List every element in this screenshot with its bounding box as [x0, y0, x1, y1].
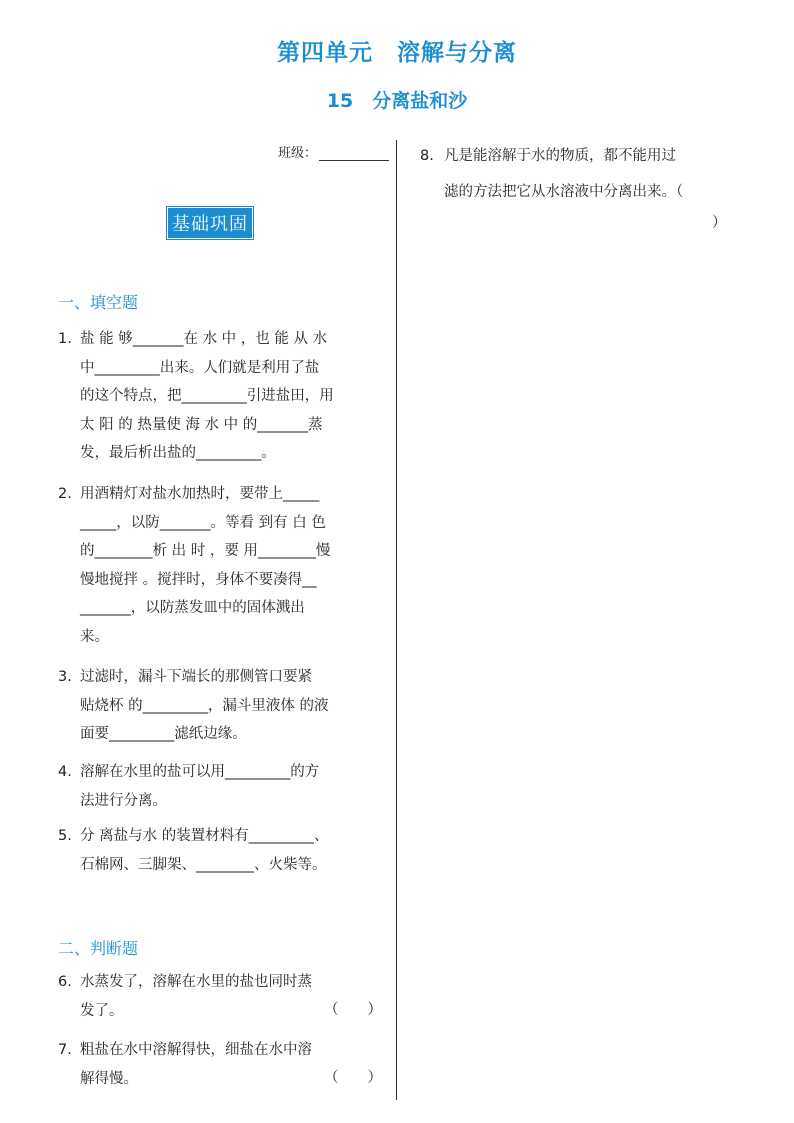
question-2 [58, 480, 382, 651]
question-3 [58, 663, 382, 749]
question-1 [58, 325, 382, 468]
question-number: 1. [58, 331, 72, 347]
question-number: 6. [58, 974, 72, 990]
class-label: 班级： [278, 146, 318, 161]
question-number: 4. [58, 764, 72, 780]
question-line: 用酒精灯对盐水加热时，要带上_____ [80, 486, 320, 502]
question-line: 的________析 出 时 ，要 用________慢 [80, 543, 331, 559]
section-badge: 基础巩固 [167, 207, 253, 239]
question-line: 面要_________滤纸边缘。 [80, 726, 247, 742]
class-field [278, 142, 389, 161]
question-line: _____，以防_______。等看 到有 白 色 [80, 514, 326, 531]
question-line: 水蒸发了，溶解在水里的盐也同时蒸 [80, 974, 312, 990]
question-number: 2. [58, 486, 72, 502]
question-line: 慢地搅拌 。搅拌时，身体不要凑得__ [80, 571, 317, 588]
question-line: 溶解在水里的盐可以用_________的方 [80, 764, 320, 780]
page-title: 第四单元 溶解与分离 [277, 40, 517, 66]
question-number: 7. [58, 1042, 72, 1058]
question-line: 发，最后析出盐的_________。 [80, 445, 276, 461]
question-8 [420, 138, 760, 236]
question-line: 滤的方法把它从水溶液中分离出来。（ [444, 184, 684, 200]
lesson-title: 15 分离盐和沙 [326, 90, 468, 112]
question-number: 3. [58, 669, 72, 685]
answer-paren[interactable]: （ ） [324, 1070, 382, 1086]
question-6 [58, 968, 382, 1025]
section-heading-fill: 一、填空题 [58, 293, 139, 312]
question-5 [58, 822, 382, 879]
question-4 [58, 758, 382, 815]
question-line: 中_________出来。人们就是利用了盐 [80, 359, 320, 376]
question-line: _______，以防蒸发皿中的固体溅出 [80, 600, 305, 616]
question-line: 太 阳 的 热量使 海 水 中 的_______蒸 [80, 416, 323, 433]
question-line: 解得慢。 [80, 1070, 138, 1087]
question-line: 石棉网、三脚架、________、火柴等。 [80, 856, 327, 873]
question-line: 的这个特点，把_________引进盐田，用 [80, 388, 334, 404]
question-line: 凡是能溶解于水的物质，都不能用过 [444, 148, 676, 164]
question-line: 粗盐在水中溶解得快，细盐在水中溶 [80, 1042, 312, 1058]
question-line: 发了。 [80, 1002, 124, 1019]
answer-paren-close[interactable]: ） [712, 215, 727, 231]
question-7 [58, 1036, 382, 1093]
question-line: 来。 [80, 628, 109, 645]
question-number: 8. [420, 148, 434, 164]
question-line: 分 离盐与水 的装置材料有_________、 [80, 828, 329, 844]
section-heading-judge: 二、判断题 [58, 939, 139, 958]
answer-paren[interactable]: （ ） [324, 1002, 382, 1018]
question-line: 贴烧杯 的_________，漏斗里液体 的液 [80, 697, 329, 714]
question-line: 过滤时，漏斗下端长的那侧管口要紧 [80, 669, 312, 685]
class-blank[interactable] [319, 146, 389, 161]
column-divider [396, 140, 397, 1100]
question-line: 盐 能 够_______在 水 中 ，也 能 从 水 [80, 331, 328, 347]
question-line: 法进行分离。 [80, 792, 167, 809]
question-number: 5. [58, 828, 72, 844]
